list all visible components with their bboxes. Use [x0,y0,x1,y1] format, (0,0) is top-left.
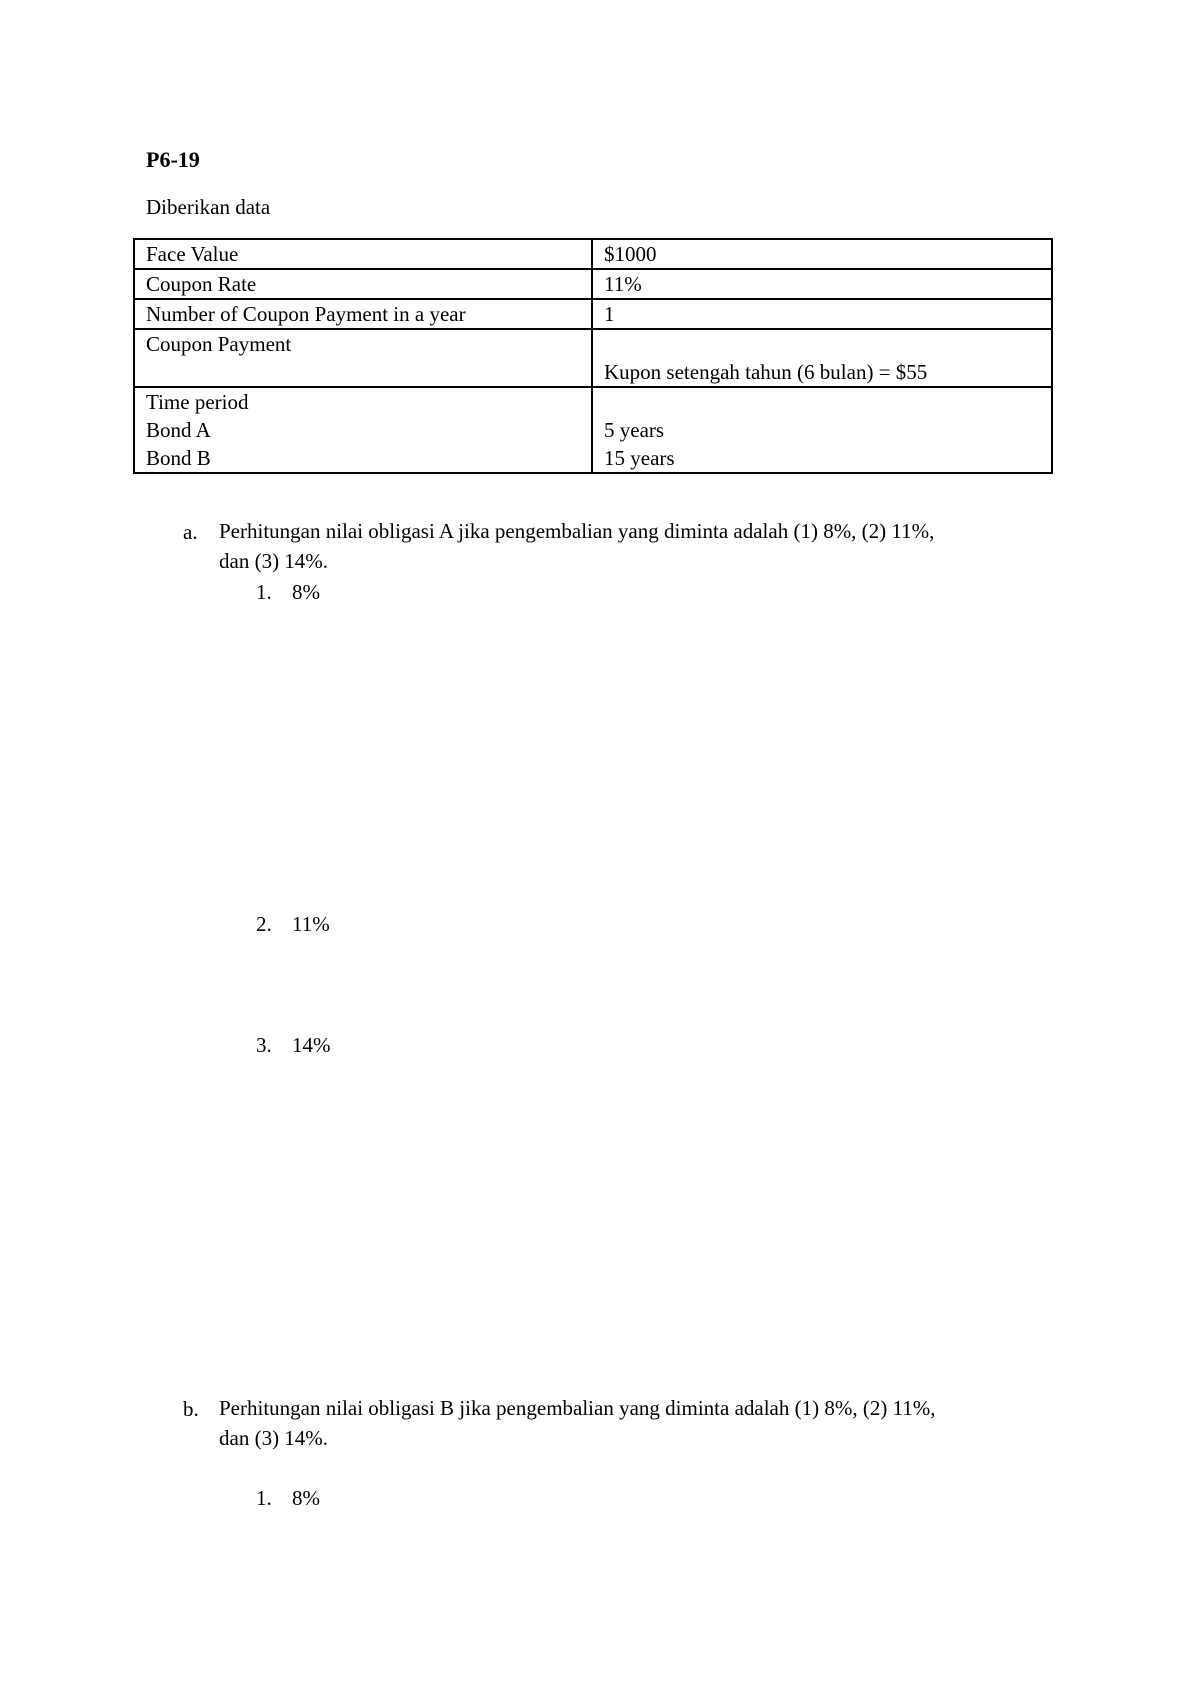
list-item-marker: 1. [256,1486,272,1510]
table-cell-label: Coupon Rate [134,269,592,299]
table-cell-value: Kupon setengah tahun (6 bulan) = $55 [592,329,1052,387]
section-b-text-line1: Perhitungan nilai obligasi B jika pengembalian yang diminta adalah (1) 8%, (2) 11%, [219,1396,936,1420]
section-b-text-line2: dan (3) 14%. [219,1426,329,1450]
section-a-marker: a. [183,520,198,544]
list-item-marker: 3. [256,1033,272,1057]
table-cell-label: Face Value [134,239,592,269]
section-b-marker: b. [183,1397,199,1421]
section-a-text-line2: dan (3) 14%. [219,549,329,573]
list-item-label: 11% [292,912,330,936]
section-a-text-line1: Perhitungan nilai obligasi A jika pengembalian yang diminta adalah (1) 8%, (2) 11%, [219,519,935,543]
table-cell-label: Time period Bond A Bond B [134,387,592,473]
table-cell-label: Number of Coupon Payment in a year [134,299,592,329]
table-row-coupon-payment [134,329,1052,387]
intro-text: Diberikan data [146,195,271,219]
table-cell-value: 11% [592,269,1052,299]
list-item-label: 14% [292,1033,331,1057]
table-row-time-period [134,387,1052,473]
page-title: P6-19 [146,147,200,172]
table-row-face-value [134,239,1052,269]
list-item-marker: 1. [256,580,272,604]
bond-data-table [133,238,1053,474]
list-item-label: 8% [292,1486,320,1510]
list-item-label: 8% [292,580,320,604]
table-cell-value: 1 [592,299,1052,329]
table-cell-label: Coupon Payment [134,329,592,387]
table-cell-value: 5 years 15 years [592,387,1052,473]
table-cell-value: $1000 [592,239,1052,269]
table-row-coupon-rate [134,269,1052,299]
table-row-coupon-count [134,299,1052,329]
list-item-marker: 2. [256,912,272,936]
